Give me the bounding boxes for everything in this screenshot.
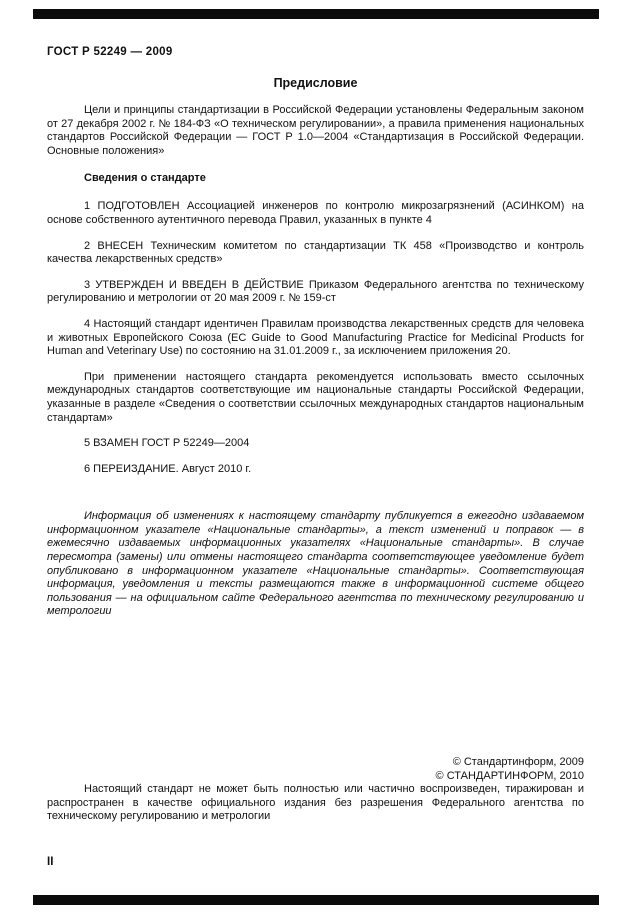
page-content	[47, 46, 584, 836]
standard-item-2: 2 ВНЕСЕН Техническим комитетом по стандартизации ТК 458 «Производство и контроль качества лекарственных средств»	[47, 239, 584, 266]
scan-artifact-top-bar	[33, 9, 599, 19]
page-title: Предисловие	[273, 76, 358, 90]
copyright-line-1: © Стандартинформ, 2009	[452, 756, 584, 769]
standard-item-4: 4 Настоящий стандарт идентичен Правилам производства лекарственных средств для человека и животных Европейского Союза (EC Guide to Good Manufacturing Practice for Medicinal Products for Human and Veterinary Use) по состоянию на 31.01.2009 г., за исключением приложения 20.	[47, 317, 584, 358]
intro-paragraph: Цели и принципы стандартизации в Российской Федерации установлены Федеральным законом от 27 декабря 2002 г. № 184-ФЗ «О техническом регулировании», а правила применения национальных стандартов Российской Федерации — ГОСТ Р 1.0—2004 «Стандартизация в Российской Федерации. Основные положения»	[47, 104, 584, 157]
application-note: При применении настоящего стандарта рекомендуется использовать вместо ссылочных международных стандартов соответствующие им национальные стандарты Российской Федерации, указанные в разделе «Сведения о соответствии ссылочных международных стандартов национальным стандартам»	[47, 370, 584, 424]
copyright-block	[47, 755, 584, 783]
changes-info-block	[47, 510, 584, 619]
reproduction-restriction: Настоящий стандарт не может быть полностью или частично воспроизведен, тиражирован и распространен в качестве официального издания без разрешения Федерального агентства по техническому регулированию и метрологии	[47, 783, 584, 823]
page-number: II	[47, 856, 54, 868]
copyright-line-2: © СТАНДАРТИНФОРМ, 2010	[435, 770, 584, 783]
document-code: ГОСТ Р 52249 — 2009	[47, 46, 173, 58]
standard-item-5: 5 ВЗАМЕН ГОСТ Р 52249—2004	[84, 437, 250, 450]
standard-item-1: 1 ПОДГОТОВЛЕН Ассоциацией инженеров по контролю микрозагрязнений (АСИНКОМ) на основе собственного аутентичного перевода Правил, указанных в пункте 4	[47, 200, 584, 226]
changes-info-paragraph: Информация об изменениях к настоящему стандарту публикуется в ежегодно издаваемом информационном указателе «Национальные стандарты», а текст изменений и поправок — в ежемесячно издаваемых информационных указателях «Национальные стандарты». В случае пересмотра (замены) или отмены настоящего стандарта соответствующее уведомление будет опубликовано в информационном указателе «Национальные стандарты». Соответствующая информация, уведомления и тексты размещаются также в информационной системе общего пользования — на официальном сайте Федерального агентства по техническому регулированию и метрологии	[47, 510, 584, 618]
standard-item-3: 3 УТВЕРЖДЕН И ВВЕДЕН В ДЕЙСТВИЕ Приказом Федерального агентства по техническому регулированию и метрологии от 20 мая 2009 г. № 159-ст	[47, 278, 584, 305]
scan-artifact-bottom-bar	[33, 895, 599, 905]
standard-item-6: 6 ПЕРЕИЗДАНИЕ. Август 2010 г.	[84, 462, 252, 475]
section-heading: Сведения о стандарте	[84, 172, 206, 185]
